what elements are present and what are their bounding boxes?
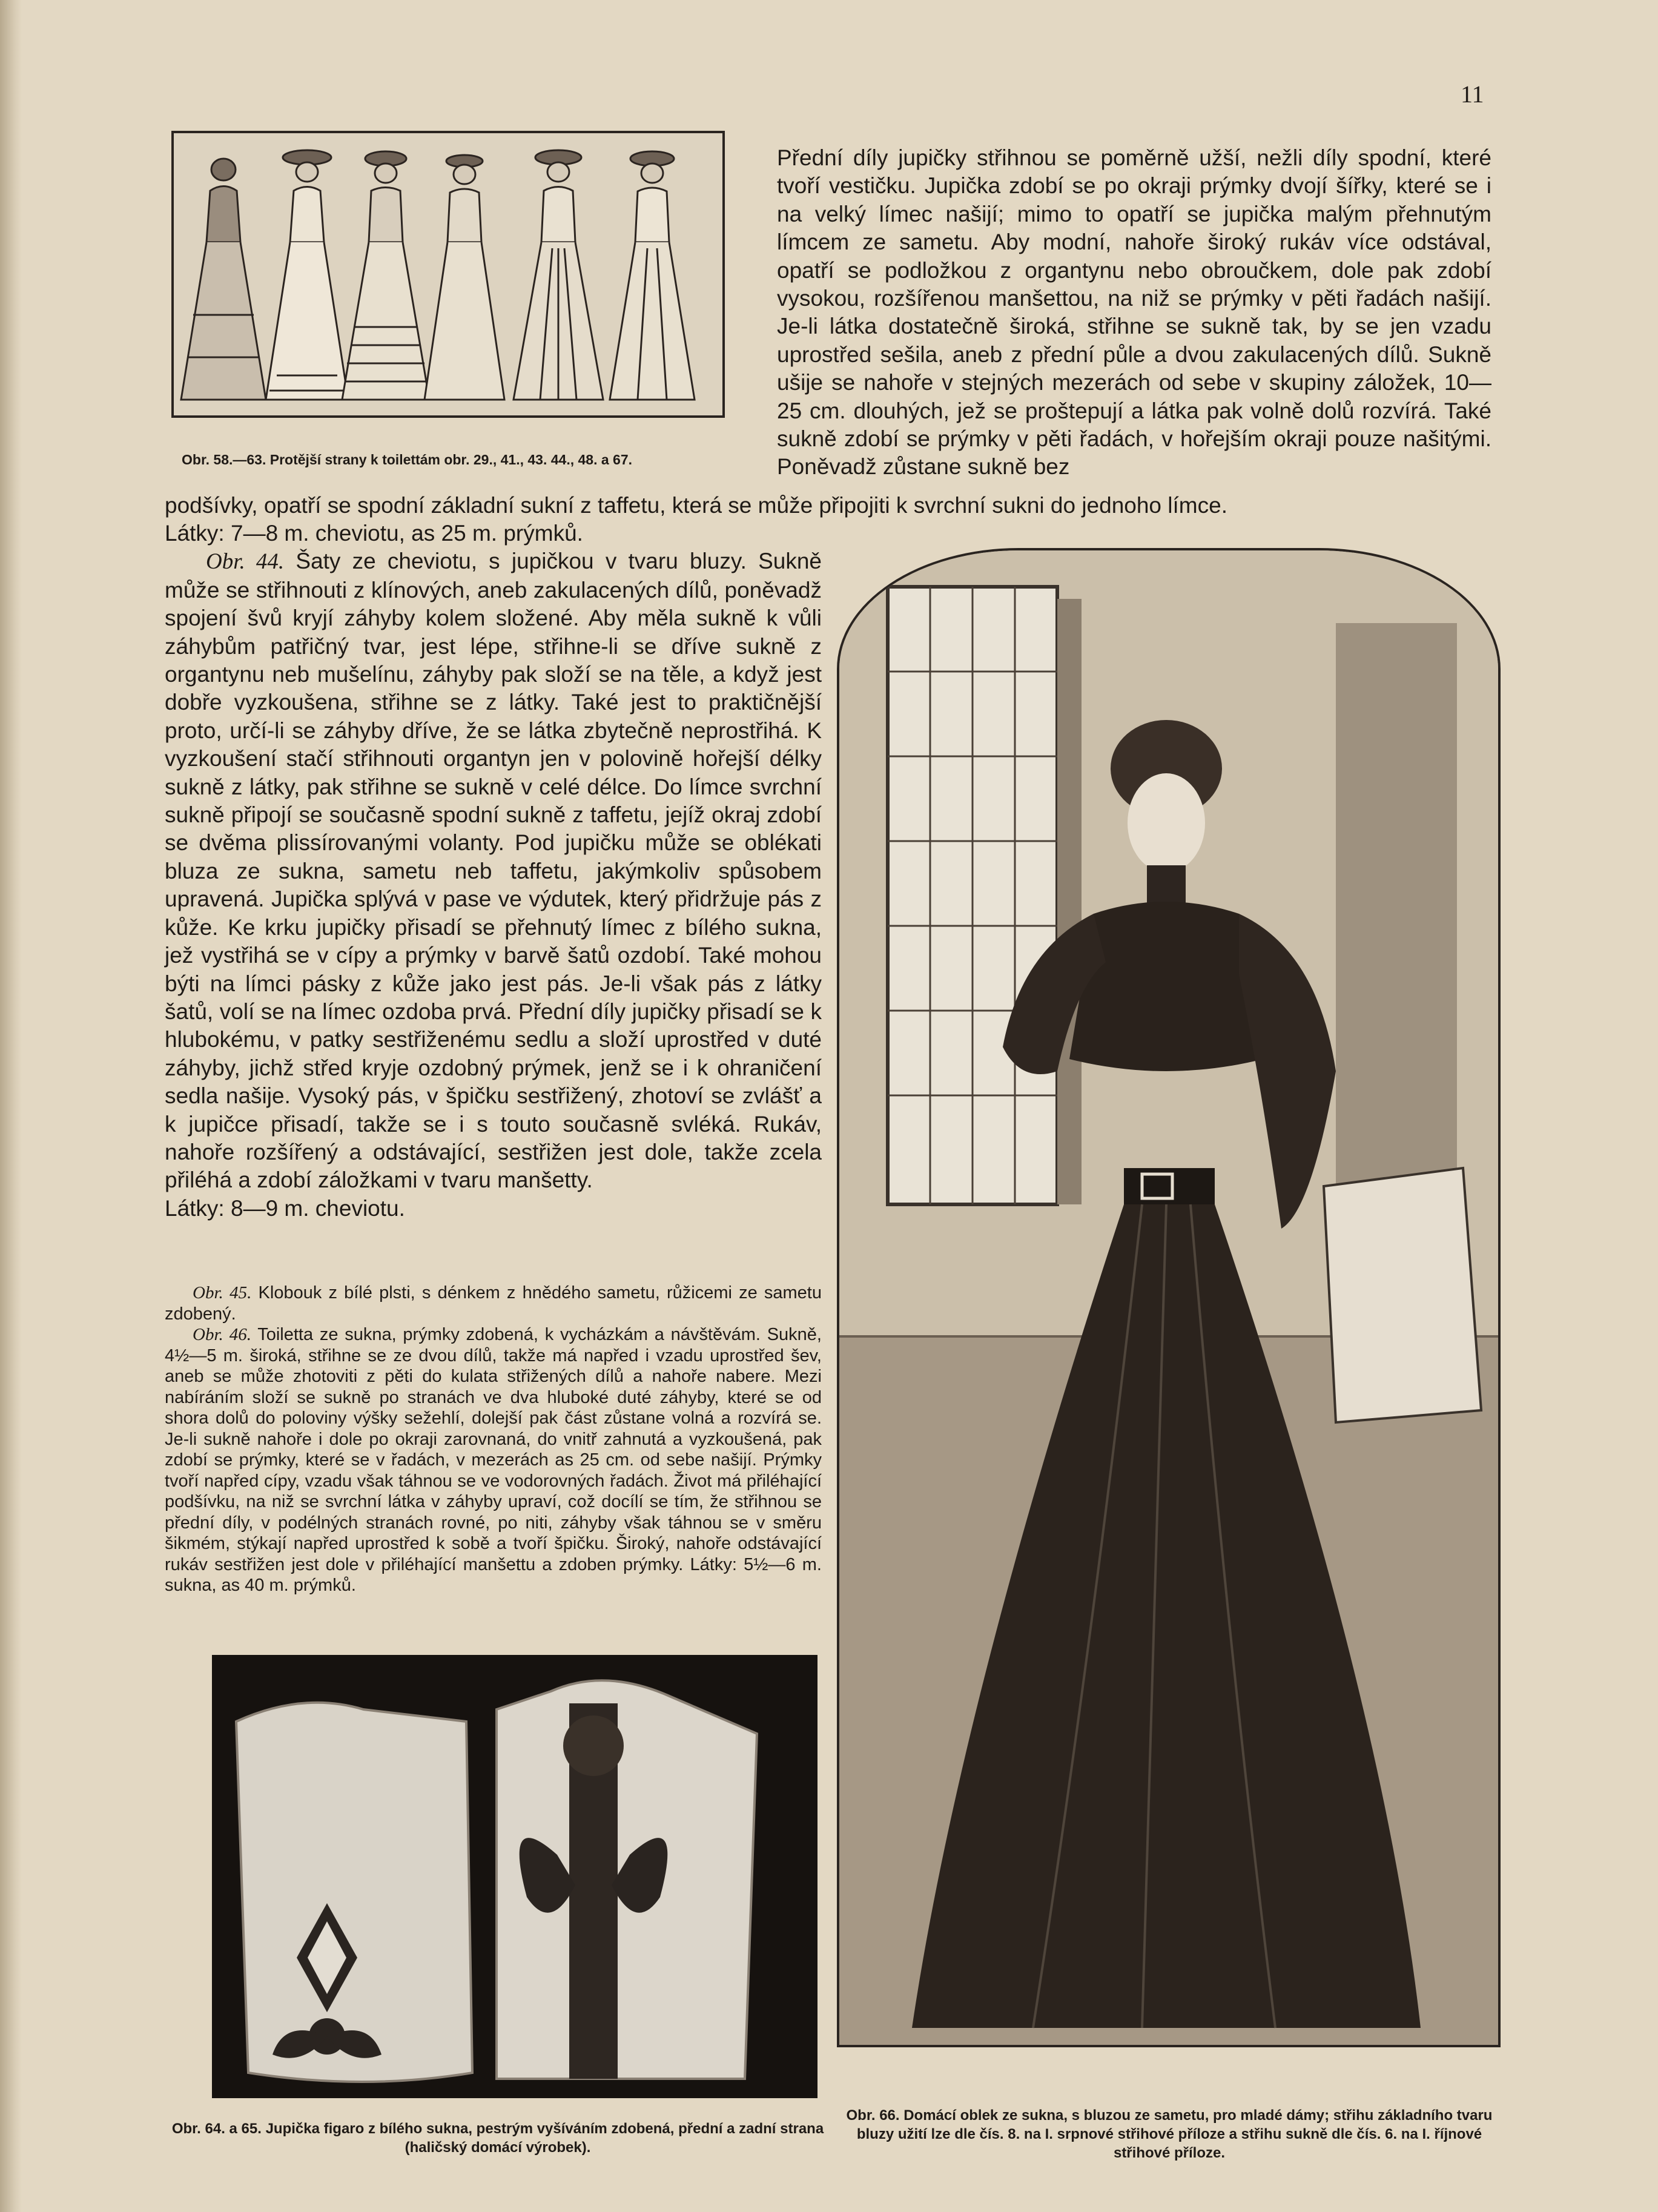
right-top-paragraph: Přední díly jupičky střihnou se poměrně užší, nežli díly spodní, které tvoří vestičku. Jupička zdobí se po okraji prýmky dvojí šířky, které se i na velký límec našijí; mimo to opatří se jupička malým přehnutým límcem ze sametu. Aby modní, nahoře široký rukáv více odstával, opatří se podložkou z organtynu nebo obroučkem, dole pak zdobí vysokou, rozšířenou manšettou, na niž se prýmky v pěti řadách našijí. Je-li látka dostatečně široká, střihne se sukně tak, by se jen vzadu uprostřed sešila, aneb z přední půle a dvou zakulacených dílů. Sukně ušije se nahoře v stejných mezerách od sebe v skupiny záložek, 10—25 cm. dlouhých, jež se proštepují a látka pak volně dolů rozvírá. Také sukně zdobí se prýmky v pěti řadách, v hořejším okraji pouze našitými. Poněvadž zůstane sukně bez <box>777 145 1491 480</box>
figure-64-65 <box>212 1655 817 2098</box>
obr46-label: Obr. 46. <box>193 1325 251 1344</box>
spanning-line: podšívky, opatří se spodní základní sukní z taffetu, která se může připojiti k svrchní sukni do jednoho límce. <box>165 493 1227 518</box>
obr46-text: Toiletta ze sukna, prýmky zdobená, k vycházkám a návštěvám. Sukně, 4½—5 m. široká, střihne se ze dvou dílů, takže má napřed i vzadu uprostřed šev, aneb se může zhotoviti z pěti do kulata střižených dílů a nahoře nabere. Mezi nabíráním složí se sukně po stranách ve dva hluboké duté záhyby, které se od shora dolů do poloviny výšky sežehlí, dolejší pak část zůstane volná a rozvírá se. Je-li sukně nahoře i dole po okraji zarovnaná, do vnitř zahnutá a vyzkoušená, pak zdobí se prýmky, které se v řadách, v mezerách as 25 cm. od sebe našijí. Prýmky tvoří napřed cípy, vzadu však táhnou se ve vodorovných řadách. Život má přiléhající podšívku, na niž se svrchní látka v záhyby upraví, což docílí se tím, že střihnou se přední díly, v podélných stranách rovné, po niti, záhyby však táhnou se v směru šikmém, stýkají napřed uprostřed k sobě a tvoří špičku. Široký, nahoře odstávající rukáv sestřižen jest dole v přiléhající manšettu a zdoben prýmky. Látky: 5½—6 m. sukna, as 40 m. prýmků. <box>165 1325 822 1595</box>
obr44-paragraph <box>165 547 822 1194</box>
page-number: 11 <box>1461 81 1484 108</box>
figure-64-65-caption: Obr. 64. a 65. Jupička figaro z bílého sukna, pestrým vyšíváním zdobená, přední a zadní strana (haličský domácí výrobek). <box>171 2121 824 2156</box>
obr44-text: Šaty ze cheviotu, s jupičkou v tvaru bluzy. Sukně může se střihnouti z klínových, aneb zakulacených dílů, poněvadž spojení švů kryjí záhyby kolem složené. Aby měla sukně k vůli záhybům patřičný tvar, jest lépe, střihne-li se dříve sukně z organtynu neb mušelínu, záhyby pak složí se na těle, a když jest dobře vyzkoušena, střihne se z látky. Také jest to praktičnější proto, určí-li se záhyby dříve, že se látka zbytečně neprostřihá. K vyzkoušení stačí střihnouti organtyn jen v polovině hořejší délky sukně z látky, pak střihne se sukně v celé délce. Do límce svrchní sukně připojí se současně spodní sukně z taffetu, jejíž okraj zdobí se dvěma plissírovanými volanty. Pod jupičku může se oblékati bluza ze sukna, sametu neb taffetu, jakýmkoliv spůsobem upravená. Jupička splývá v pase ve výdutek, který přidržuje pás z kůže. Ke krku jupičky přisadí se přehnutý límec z bílého sukna, jež vystřihá se v cípy a prýmky v barvě šatů ozdobí. Také mohou býti na límci pásky z kůže jako jest pás. Je-li však pás z látky šatů, volí se na límec ozdoba prvá. Přední díly jupičky přisadí se k hlubokému, v patky sestřiženému sedlu a složí uprostřed v duté záhyby, jichž střed kryje ozdobný prýmek, jenž se i k ohraničení sedla našije. Vysoký pás, v špičku sestřižený, zhotoví se zvlášť a k jupičce přisadí, takže se i s touto současně svléká. Rukáv, nahoře rozšířený a odstávající, sestřižen jest dole, takže zcela přiléhá a zdobí záložkami v tvaru manšetty. <box>165 549 822 1193</box>
small-paragraphs <box>165 1283 822 1596</box>
figure-58-63 <box>171 131 725 418</box>
obr45-paragraph <box>165 1283 822 1324</box>
obr45-text: Klobouk z bílé plsti, s dénkem z hnědého sametu, růžicemi ze sametu zdobený. <box>165 1283 822 1324</box>
figure-66 <box>837 548 1501 2047</box>
latky-43: Látky: 7—8 m. cheviotu, as 25 m. prýmků. <box>165 521 583 546</box>
jacket-illustration <box>212 1655 817 2098</box>
page-edge <box>0 0 22 2212</box>
obr44-label: Obr. 44. <box>206 549 285 575</box>
dress-silhouettes-illustration <box>174 133 722 415</box>
obr46-paragraph <box>165 1324 822 1596</box>
latky-44: Látky: 8—9 m. cheviotu. <box>165 1195 405 1221</box>
figure-66-caption: Obr. 66. Domácí oblek ze sukna, s bluzou ze sametu, pro mladé dámy; střihu základního tvaru bluzy užití lze dle čís. 8. na I. srpnové střihové příloze a střihu sukně dle čís. 6. na I. říjnové střihové příloze. <box>846 2107 1493 2161</box>
woman-dress-illustration <box>839 550 1498 2045</box>
figure-58-63-caption: Obr. 58.—63. Protější strany k toilettám obr. 29., 41., 43. 44., 48. a 67. <box>182 452 633 467</box>
left-column <box>165 520 822 1223</box>
obr45-label: Obr. 45. <box>193 1283 252 1302</box>
